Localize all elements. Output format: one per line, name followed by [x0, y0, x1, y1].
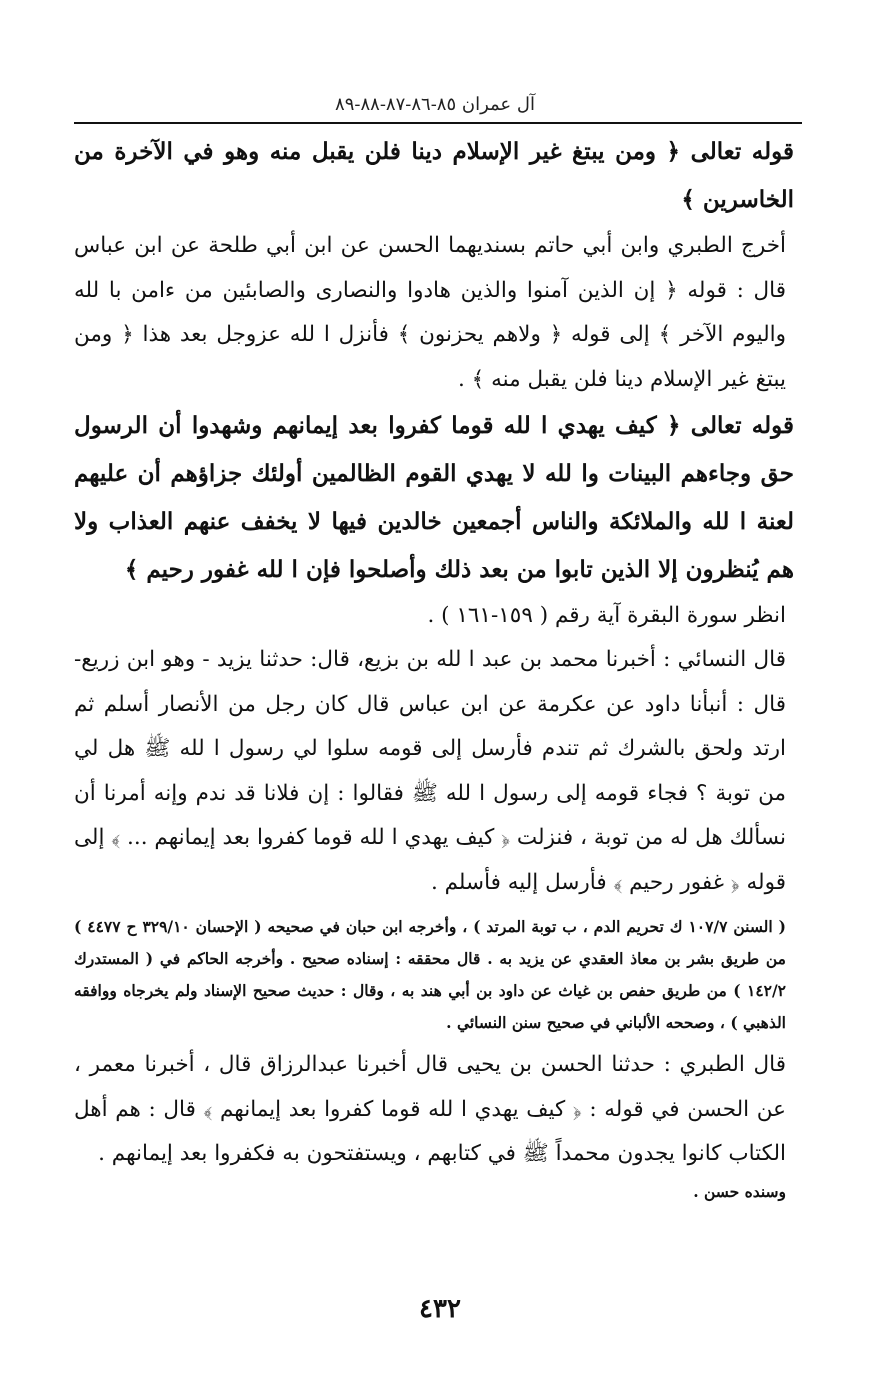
commentary-paragraph-2: قال النسائي : أخبرنا محمد بن عبد ا لله بن بزيع، قال: حدثنا يزيد - وهو ابن زريع- قال : أنبأنا داود عن عكرمة عن ابن عباس قال كان رجل من الأنصار أسلم ثم ارتد ولحق بالشرك ثم تندم فأرسل إلى قومه سلوا لي رسول ا لله ﷺ هل لي من توبة ؟ فجاء قومه إلى رسول ا لله ﷺ فقالوا : إن فلانا قد ندم وإنه أمرنا أن نسألك هل له من توبة ، فنزلت ﴿ كيف يهدي ا لله قوما كفروا بعد إيمانهم ... ﴾ إلى قوله ﴿ غفور رحيم ﴾ فأرسل إليه فأسلم . [74, 647, 786, 895]
page-number: ٤٣٢ [419, 1294, 461, 1324]
page-content [74, 128, 802, 1207]
running-header: آل عمران ٨٥-٨٦-٨٧-٨٨-٨٩ [335, 94, 535, 115]
verse-heading-1: قوله تعالى ﴿ ومن يبتغ غير الإسلام دينا فلن يقبل منه وهو في الآخرة من الخاسرين ﴾ [74, 138, 794, 213]
commentary-paragraph-1: أخرج الطبري وابن أبي حاتم بسنديهما الحسن عن ابن أبي طلحة عن ابن عباس قال : قوله ﴿ إن الذين آمنوا والذين هادوا والنصارى والصابئين من ءامن با لله واليوم الآخر ﴾ إلى قوله ﴿ ولاهم يحزنون ﴾ فأنزل ا لله عزوجل بعد هذا ﴿ ومن يبتغ غير الإسلام دينا فلن يقبل منه ﴾ . [74, 233, 786, 392]
cross-reference: انظر سورة البقرة آية رقم ( ١٥٩-١٦١ ) . [427, 603, 786, 628]
chain-grading-note: وسنده حسن . [693, 1181, 786, 1201]
header-rule [74, 122, 802, 124]
commentary-paragraph-3: قال الطبري : حدثنا الحسن بن يحيى قال أخبرنا عبدالرزاق قال ، أخبرنا معمر ، عن الحسن في قوله : ﴿ كيف يهدي ا لله قوما كفروا بعد إيمانهم ﴾ قال : هم أهل الكتاب كانوا يجدون محمداً ﷺ في كتابهم ، ويستفتحون به فكفروا بعد إيمانهم . [74, 1052, 786, 1166]
hadith-grading-note: ( السنن ١٠٧/٧ ك تحريم الدم ، ب توبة المرتد ) ، وأخرجه ابن حبان في صحيحه ( الإحسان ٣٢٩/١٠ ح ٤٤٧٧ ) من طريق بشر بن معاذ العقدي عن يزيد به . قال محققه : إسناده صحيح . وأخرجه الحاكم في ( المستدرك ١٤٢/٢ ) من طريق حفص بن غياث عن داود بن أبي هند به ، وقال : حديث صحيح الإسناد ولم يخرجاه ووافقه الذهبي ) ، وصححه الألباني في صحيح سنن النسائي . [74, 917, 786, 1032]
verse-heading-2: قوله تعالى ﴿ كيف يهدي ا لله قوما كفروا بعد إيمانهم وشهدوا أن الرسول حق وجاءهم البينات وا لله لا يهدي القوم الظالمين أولئك جزاؤهم أن عليهم لعنة ا لله والملائكة والناس أجمعين خالدين فيها لا يخفف عنهم العذاب ولا هم يُنظرون إلا الذين تابوا من بعد ذلك وأصلحوا فإن ا لله غفور رحيم ﴾ [74, 412, 794, 583]
